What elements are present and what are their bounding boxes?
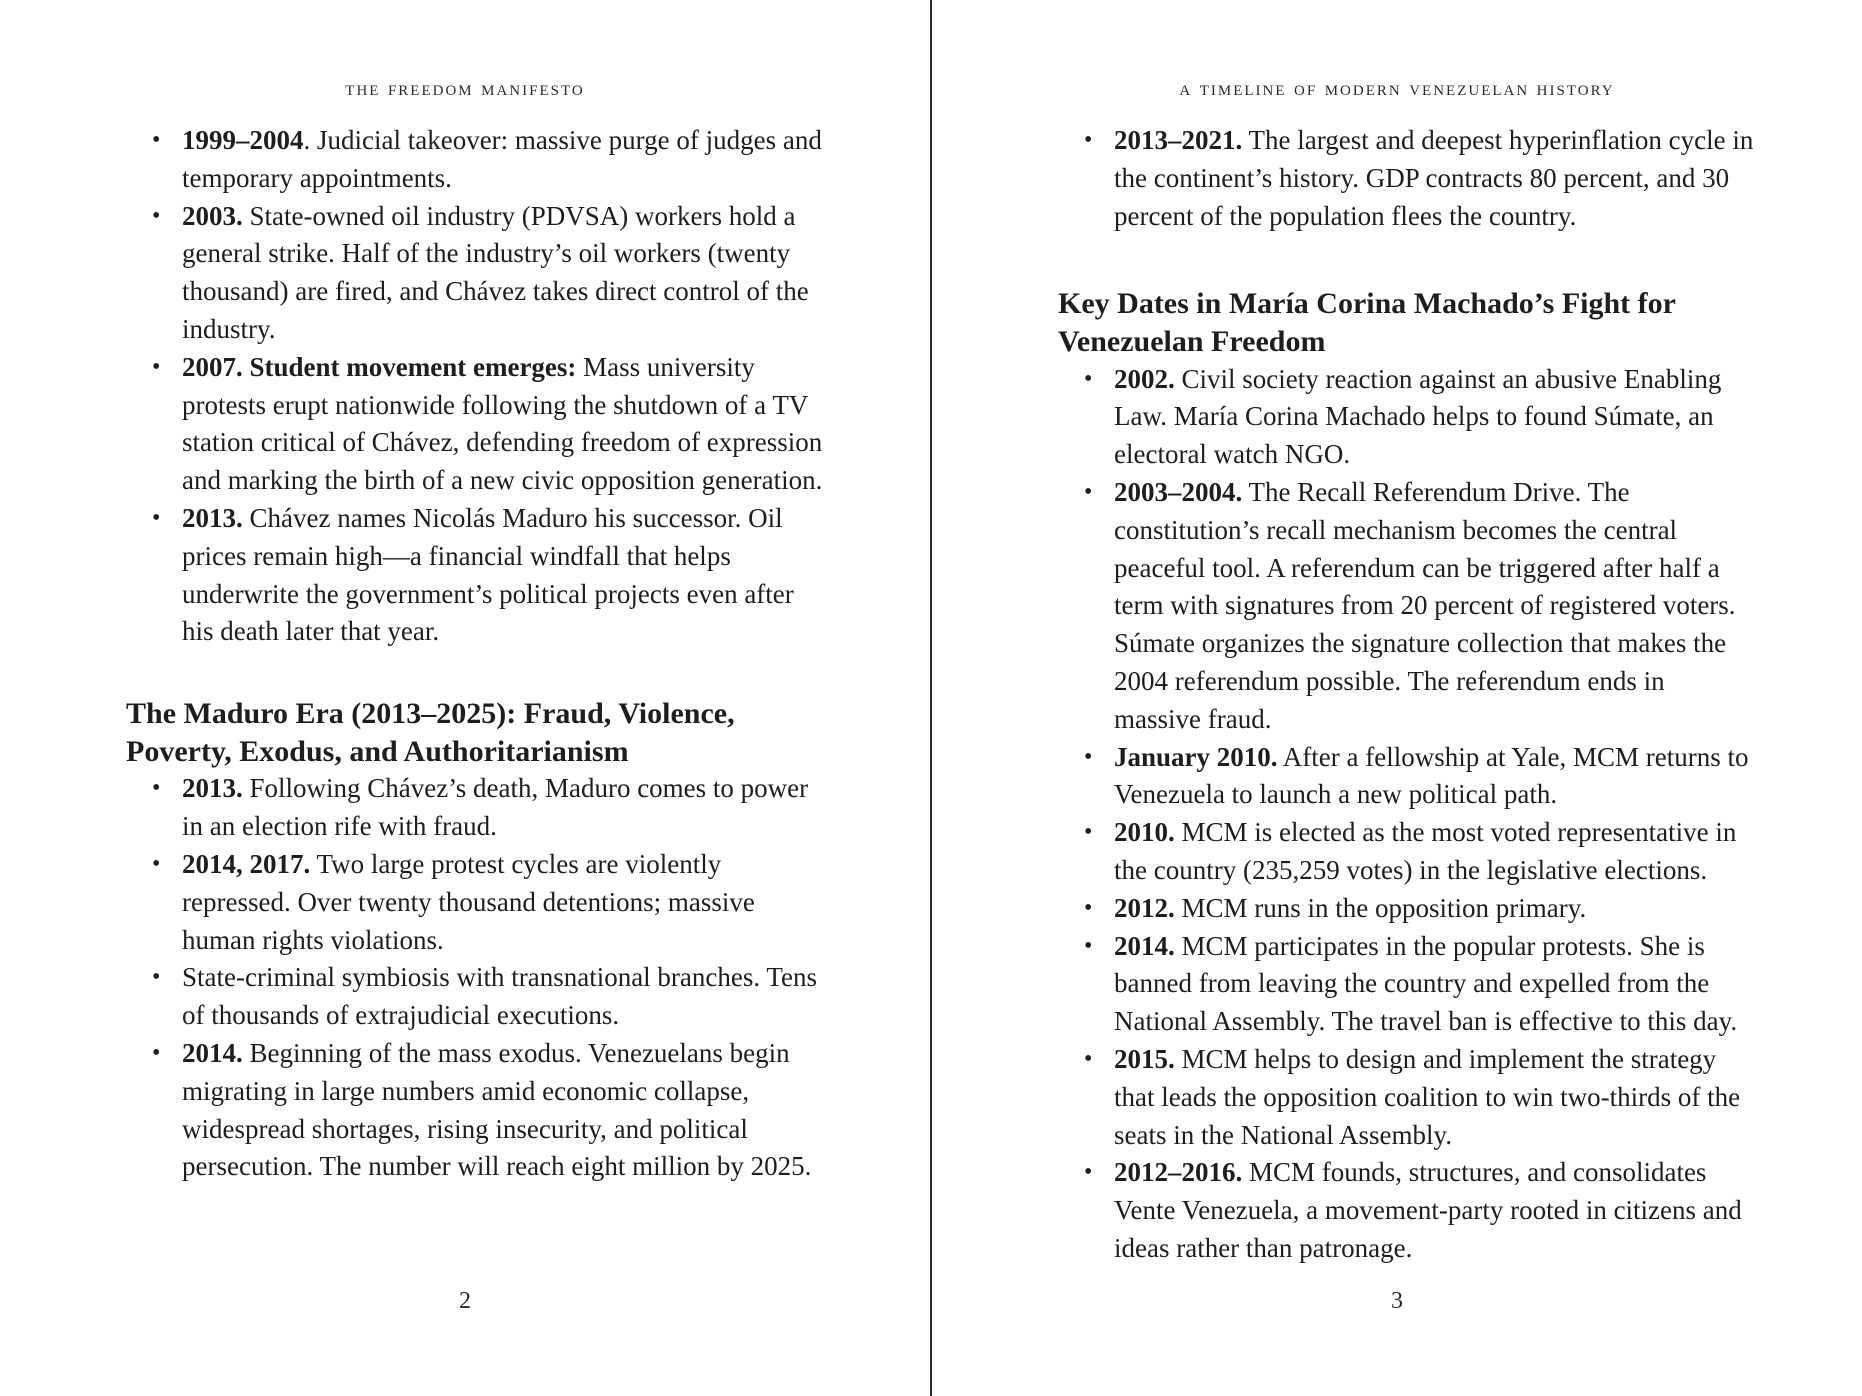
entry-year: January 2010. xyxy=(1114,741,1278,772)
timeline-entry xyxy=(1058,928,1758,1041)
entry-year: 2007. Student movement emerges: xyxy=(182,351,577,382)
entry-text: MCM helps to design and implement the strategy that leads the opposition coalition to win two-thirds of the seats in the National Assembly. xyxy=(1114,1043,1741,1150)
running-head-left: the freedom manifesto xyxy=(345,75,585,100)
entry-text: Following Chávez’s death, Maduro comes to power in an election rife with fraud. xyxy=(182,773,809,842)
entry-text: Mass university protests erupt nationwide following the shutdown of a TV station critical of Chávez, defending freedom of expression and marking the birth of a new civic opposition generation. xyxy=(182,351,823,496)
entry-year: 2015. xyxy=(1114,1043,1175,1074)
timeline-list-left-top xyxy=(126,122,826,651)
right-page xyxy=(932,0,1862,1396)
timeline-entry xyxy=(126,770,826,846)
timeline-list-right-bottom xyxy=(1058,361,1758,1268)
timeline-entry xyxy=(126,198,826,349)
entry-year: 2003–2004. xyxy=(1114,476,1243,507)
entry-year: 2013–2021. xyxy=(1114,125,1243,155)
section-heading-machado-key-dates: Key Dates in María Corina Machado’s Fight for Venezuelan Freedom xyxy=(1058,287,1676,358)
timeline-list-left-bottom xyxy=(126,770,826,1186)
timeline-entry xyxy=(1058,1041,1758,1154)
left-page xyxy=(0,0,930,1396)
running-head-right: a timeline of modern venezuelan history xyxy=(1179,75,1615,100)
entry-text: Two large protest cycles are violently repressed. Over twenty thousand detentions; massive human rights violations. xyxy=(182,848,755,955)
page-number-left: 2 xyxy=(459,1288,471,1314)
entry-text: Chávez names Nicolás Maduro his successor. Oil prices remain high—a financial windfall that helps underwrite the government’s political projects even after his death later that year. xyxy=(182,502,794,647)
timeline-entry xyxy=(126,122,826,198)
timeline-entry xyxy=(126,846,826,959)
entry-text: The Recall Referendum Drive. The constitution’s recall mechanism becomes the central peaceful tool. A referendum can be triggered after half a term with signatures from 20 percent of registered voters. Súmate organizes the signature collection that makes the 2004 referendum possible. The referendum ends in massive fraud. xyxy=(1114,476,1736,734)
entry-text: Civil society reaction against an abusive Enabling Law. María Corina Machado helps to found Súmate, an electoral watch NGO. xyxy=(1114,363,1722,470)
entry-year: 2014, 2017. xyxy=(182,848,311,879)
entry-text: . Judicial takeover: massive purge of judges and temporary appointments. xyxy=(182,125,822,193)
entry-text: State-owned oil industry (PDVSA) workers hold a general strike. Half of the industry’s oil workers (twenty thousand) are fired, and Chávez takes direct control of the industry. xyxy=(182,200,809,344)
timeline-entry xyxy=(126,500,826,651)
timeline-entry xyxy=(1058,739,1758,815)
timeline-entry xyxy=(126,349,826,500)
entry-text: The largest and deepest hyperinflation cycle in the continent’s history. GDP contracts 80 percent, and 30 percent of the population flees the country. xyxy=(1114,125,1754,231)
entry-year: 2002. xyxy=(1114,363,1175,394)
right-page-content xyxy=(1058,122,1758,1268)
timeline-entry xyxy=(1058,361,1758,474)
entry-text: MCM is elected as the most voted representative in the country (235,259 votes) in the legislative elections. xyxy=(1114,817,1737,885)
entry-year: 2012–2016. xyxy=(1114,1157,1243,1188)
timeline-list-right-top xyxy=(1058,122,1758,235)
entry-text: State-criminal symbiosis with transnational branches. Tens of thousands of extrajudicial executions. xyxy=(182,962,817,1031)
entry-year: 2012. xyxy=(1114,892,1175,923)
entry-year: 1999–2004 xyxy=(182,125,304,155)
entry-year: 2013. xyxy=(182,502,243,533)
entry-year: 2013. xyxy=(182,773,243,804)
timeline-entry xyxy=(1058,122,1758,235)
section-heading-maduro-era: The Maduro Era (2013–2025): Fraud, Violence, Poverty, Exodus, and Authoritarianism xyxy=(126,697,735,768)
page-number-right: 3 xyxy=(1391,1288,1403,1314)
entry-year: 2010. xyxy=(1114,817,1175,848)
entry-text: After a fellowship at Yale, MCM returns to Venezuela to launch a new political path. xyxy=(1114,741,1749,810)
entry-text: MCM runs in the opposition primary. xyxy=(1174,892,1587,923)
entry-year: 2003. xyxy=(182,200,243,231)
timeline-entry xyxy=(126,959,826,1035)
entry-year: 2014. xyxy=(1114,930,1175,961)
entry-year: 2014. xyxy=(182,1037,243,1068)
left-page-content xyxy=(126,122,826,1186)
timeline-entry xyxy=(1058,890,1758,928)
timeline-entry xyxy=(126,1035,826,1186)
timeline-entry xyxy=(1058,474,1758,739)
timeline-entry xyxy=(1058,1154,1758,1267)
entry-text: MCM participates in the popular protests. She is banned from leaving the country and expelled from the National Assembly. The travel ban is effective to this day. xyxy=(1114,930,1738,1037)
timeline-entry xyxy=(1058,814,1758,890)
entry-text: MCM founds, structures, and consolidates Vente Venezuela, a movement-party rooted in citizens and ideas rather than patronage. xyxy=(1114,1157,1742,1263)
entry-text: Beginning of the mass exodus. Venezuelans begin migrating in large numbers amid economic collapse, widespread shortages, rising insecurity, and political persecution. The number will reach eight million by 2025. xyxy=(182,1037,812,1182)
